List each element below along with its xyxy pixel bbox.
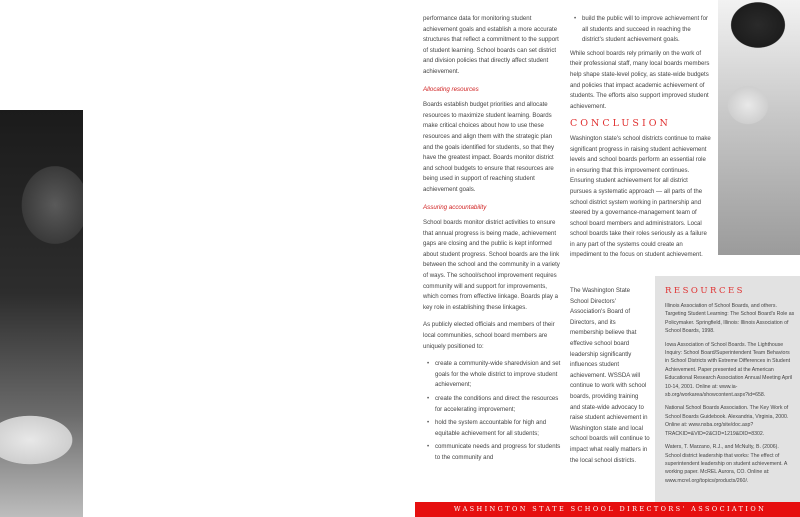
resource-entry: National School Boards Association. The Key Work of School Boards Guidebook. Alexandria, Virginia, 2000. Online at: www.nsba.org/site/doc.asp?TRACKID=&VID=2&CID=1219&DID=8302.: [665, 405, 789, 437]
elected-officials-paragraph: As publicly elected officials and members of their local communities, school board members are uniquely positioned to:: [423, 321, 555, 350]
while-paragraph: While school boards rely primarily on the work of their professional staff, many local boards members help shape state-level policy, as state-wide budgets and policies that impact academic achievement of students. The efforts also support improved student achievement.: [570, 49, 710, 110]
list-item: • build the public will to improve achievement for all students and succeed in reaching the district's student achievement goals.: [576, 14, 711, 46]
footer-organization-name: WASHINGTON STATE SCHOOL DIRECTORS' ASSOCIATION: [453, 505, 767, 513]
conclusion-heading: CONCLUSION: [570, 118, 671, 130]
continued-list: [570, 14, 711, 46]
resource-entry: Waters, T. Marzano, R.J., and McNulty, B. (2006). School district leadership that works: The effect of superintendent leadership on student achievement. A working paper. McREL Aurora, CO. Online at: www.mcrel.org/topics/products/260/.: [665, 444, 787, 484]
allocating-heading: Allocating resources: [423, 85, 479, 93]
student-portrait-photo: [718, 0, 800, 255]
intro-paragraph: performance data for monitoring student achievement goals and establish a more accurate structures that reflect a commitment to the support of student learning. School boards can set district and division policies that directly affect student achievement.: [423, 15, 559, 75]
list-item: • create the conditions and direct the resources for accelerating improvement;: [429, 394, 561, 415]
student-reading-photo: [0, 110, 83, 517]
list-item: • create a community-wide sharedvision and set goals for the whole district to improve student achievement;: [429, 359, 561, 391]
list-item: • hold the system accountable for high and equitable achievement for all students;: [429, 418, 561, 439]
board-roles-list: [423, 359, 561, 463]
wssda-paragraph: The Washington State School Directors' Association's Board of Directors, and its membership believe that effective school board leadership significantly influences student achievement. WSSDA will continue to work with school boards, providing training and state-wide advocacy to raise student achievement in Washington state and local school boards will continue to impact what really matters in the local school districts.: [570, 287, 650, 464]
text-column-2: [570, 14, 711, 268]
list-item: • communicate needs and progress for students to the community and: [429, 442, 561, 463]
resources-heading: RESOURCES: [665, 286, 745, 296]
resource-entry: Illinois Association of School Boards, and others. Targeting Student Learning: The School Board's Role as Policymaker. Springfield, Illinois: Illinois Association of School Boards, 1998.: [665, 303, 795, 335]
conclusion-paragraph: Washington state's school districts continue to make significant progress in raising student achievement levels and school boards perform an essential role in ensuring that this improvement continues. Ensuring student achievement for all district pursues a systematic approach — all parts of the school district system working in partnership and steered by a governance-management team of school board members and administrators. Local school boards take their roles seriously as a failure in any part of the systems could create an impediment to the focus on student achievement.: [570, 134, 711, 259]
text-column-1: [423, 14, 561, 467]
accountability-heading: Assuring accountability: [423, 203, 487, 211]
accountability-paragraph: School boards monitor district activities to ensure that annual progress is being made, achievement gaps are closing and the public is kept informed about student progress. School boards are the link between the school and the community in a variety of ways. The school/school improvement requires community will and support for improvements, which comes from effective linkage. Boards play a key role in establishing these linkages.: [423, 219, 560, 311]
resources-list: [665, 302, 795, 490]
resource-entry: Iowa Association of School Boards. The Lighthouse Inquiry: School Board/Superintendent Team Behaviors in School Districts with Extreme Differences in Student Achievement. Paper presented at the American Educational Research Association Annual Meeting April 10-14, 2001. Online at: www.ia-sb.org/workarea/showcontent.aspx?id=658.: [665, 341, 793, 399]
allocating-paragraph: Boards establish budget priorities and allocate resources to maximize student learning. Boards make critical choices about how to use these resources and align them with the strategic plan and the goals identified for students, so that they have the greatest impact. Boards monitor district and school budgets to ensure that resources are being used in support of reaching student achievement goals.: [423, 101, 555, 193]
